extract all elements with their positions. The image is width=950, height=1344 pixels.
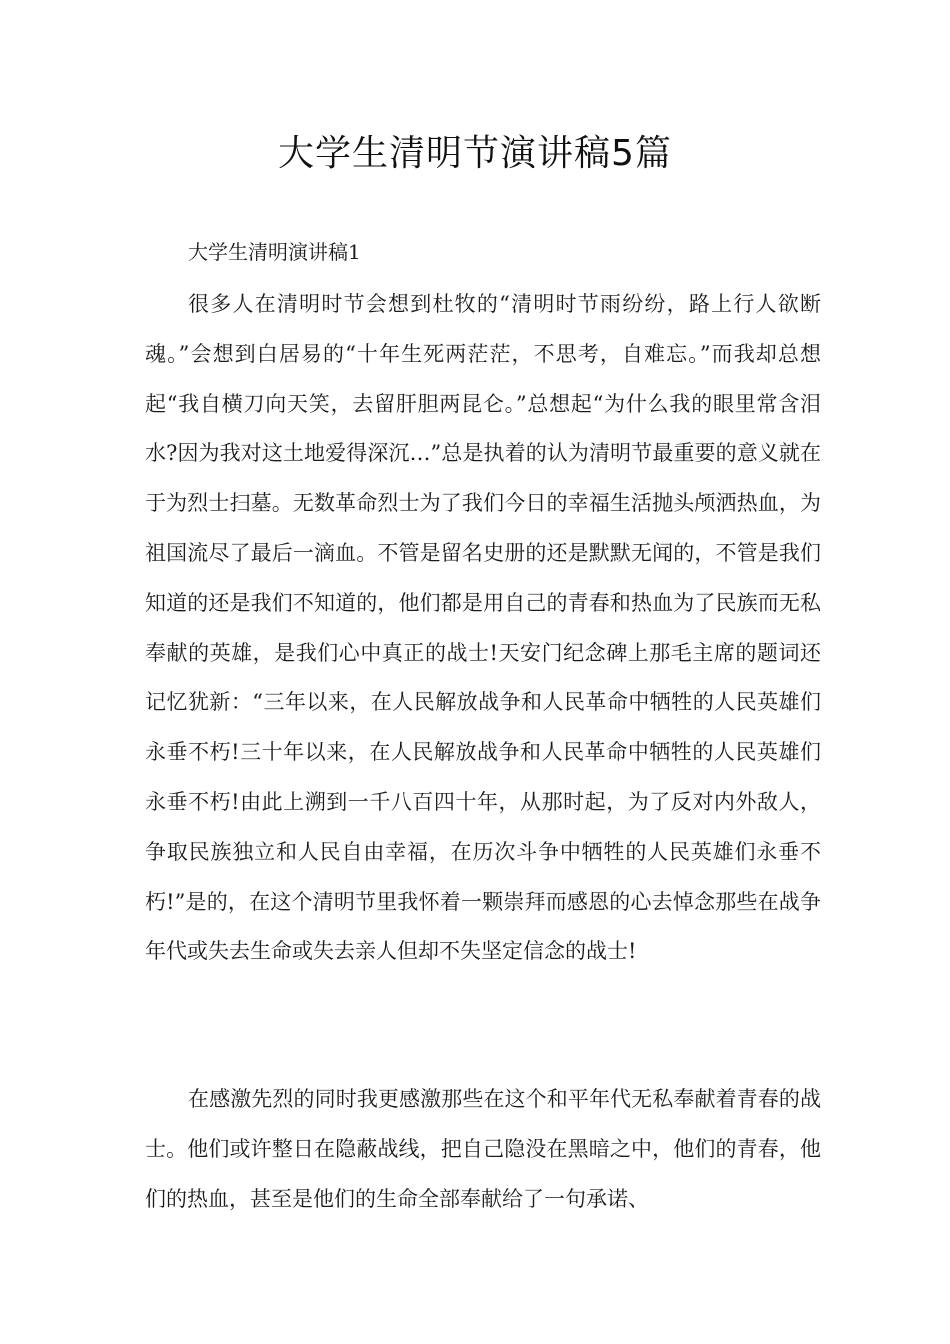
document-title: 大学生清明节演讲稿5篇 xyxy=(278,133,672,174)
section-heading: 大学生清明演讲稿1 xyxy=(188,240,361,264)
body-paragraph-2: 在感激先烈的同时我更感激那些在这个和平年代无私奉献着青春的战士。他们或许整日在隐蔽战线，把自己隐没在黑暗之中，他们的青春，他们的热血，甚至是他们的生命全部奉献给了一句承诺、 xyxy=(145,1087,821,1211)
body-paragraph-1: 很多人在清明时节会想到杜牧的“清明时节雨纷纷，路上行人欲断魂。”会想到白居易的“十年生死两茫茫，不思考，自难忘。”而我却总想起“我自横刀向天笑，去留肝胆两昆仑。”总想起“为什么我的眼里常含泪水?因为我对这土地爱得深沉…”总是执着的认为清明节最重要的意义就在于为烈士扫墓。无数革命烈士为了我们今日的幸福生活抛头颅洒热血，为祖国流尽了最后一滴血。不管是留名史册的还是默默无闻的，不管是我们知道的还是我们不知道的，他们都是用自己的青春和热血为了民族而无私奉献的英雄，是我们心中真正的战士!天安门纪念碑上那毛主席的题词还记忆犹新：“三年以来，在人民解放战争和人民革命中牺牲的人民英雄们永垂不朽!三十年以来，在人民解放战争和人民革命中牺牲的人民英雄们永垂不朽!由此上溯到一千八百四十年，从那时起，为了反对内外敌人，争取民族独立和人民自由幸福，在历次斗争中牺牲的人民英雄们永垂不朽!”是的，在这个清明节里我怀着一颗崇拜而感恩的心去悼念那些在战争年代或失去生命或失去亲人但却不失坚定信念的战士! xyxy=(145,292,821,964)
